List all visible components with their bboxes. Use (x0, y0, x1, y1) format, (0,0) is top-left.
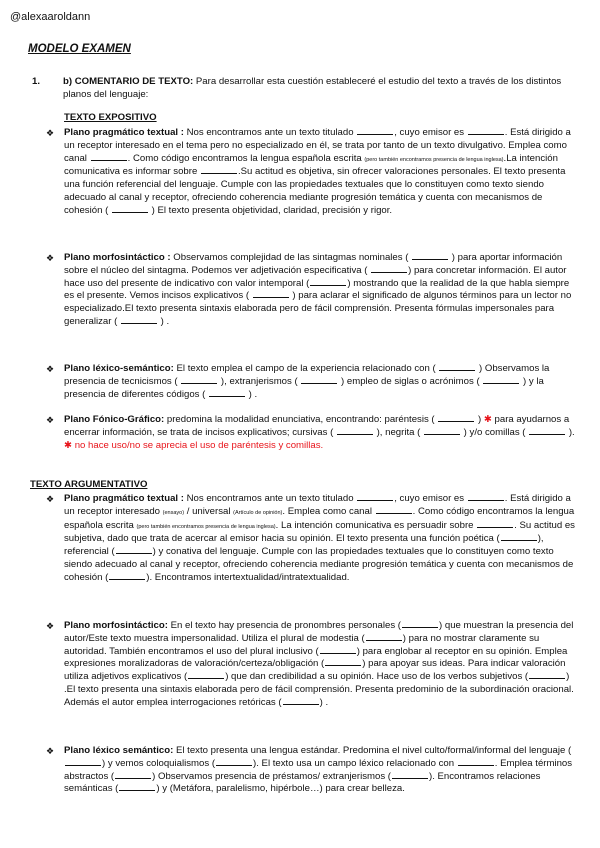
blank-line (253, 290, 289, 298)
block-text: ) El texto presenta objetividad, claridad, precisión y rigor. (148, 204, 393, 216)
block-heading: Plano léxico semántico: (64, 745, 174, 756)
blank-line (439, 363, 475, 371)
block-text: Nos encontramos ante un texto titulado (183, 493, 357, 504)
block-text: . Está dirigido a un receptor interesado en el tema pero no especializado en él, se trata por tanto de un texto divulgativo. Emplea como canal (64, 127, 571, 164)
block-text: / universal (184, 505, 234, 517)
block-text: .La intención comunicativa es informar sobre (64, 152, 558, 178)
red-note: ✱ no hace uso/no se aprecia el uso de paréntesis y comillas. (64, 439, 324, 451)
block-text: ) . (246, 388, 258, 400)
block-text: ) Observamos presencia de préstamos/ extranjerismos ( (152, 770, 391, 782)
author-handle: @alexaaroldann (10, 11, 91, 23)
blank-line (529, 427, 565, 435)
blank-line (188, 671, 224, 679)
bullet-icon: ❖ (46, 746, 55, 756)
expositivo-morfosintactico (46, 252, 580, 329)
block-text: . La intención comunicativa es persuadir sobre (275, 519, 477, 531)
block-text: ) para concretar información. El autor hace uso del presente de indicativo con valor intemporal ( (64, 264, 567, 289)
block-heading: Plano Fónico-Gráfico: (64, 414, 165, 425)
blank-line (65, 758, 101, 766)
block-text: El texto emplea el campo de la experiencia relacionado con ( (173, 363, 439, 374)
block-text: Observamos complejidad de las sintagmas nominales ( (170, 252, 412, 263)
block-text: ). (566, 426, 575, 438)
bullet-icon: ❖ (46, 364, 55, 374)
blank-line (112, 205, 148, 213)
block-text: predomina la modalidad enunciativa, encontrando: paréntesis ( (164, 414, 438, 425)
block-text: ) Observamos la presencia de tecnicismos ( (64, 363, 550, 387)
blank-line (283, 697, 319, 705)
block-text: ) y vemos coloquialismos ( (102, 757, 216, 769)
question-text: Para desarrollar esta cuestión estableceré el estudio del texto a través de los distintos planos del lenguaje: (63, 76, 562, 100)
block-heading: Plano morfosintáctico : (64, 252, 171, 263)
bullet-icon: ❖ (46, 415, 55, 425)
block-text: ). Encontramos intertextualidad/intratextualidad. (146, 571, 350, 583)
blank-line (320, 646, 356, 654)
blank-line (376, 506, 412, 514)
block-text: ) .El texto presenta una sintaxis elaborada pero de fácil comprensión. Presenta predominio de la subordinación oracional. Además el autor emplea interrogaciones retóricas ( (64, 671, 574, 708)
block-heading: Plano léxico-semántico: (64, 363, 174, 374)
asterisk-icon: ✱ (483, 414, 492, 425)
block-text: . Emplea términos abstractos ( (64, 757, 573, 782)
argumentativo-lexico-semantico (46, 745, 580, 796)
bullet-icon: ❖ (46, 253, 55, 263)
block-text: .Su actitud es objetiva, sin ofrecer valoraciones personales. El texto presenta una función referencial del lenguaje. Cumple con las propiedades textuales que lo constituyen como texto siendo adecuado al canal y receptor, ofreciendo coherencia mediante progresión temática y cuenta con mecanismos de cohesión ( (64, 166, 566, 216)
block-text: ) (475, 414, 484, 425)
block-text: ) y (Metáfora, paralelismo, hipérbole…) para crear belleza. (156, 783, 405, 795)
blank-line (438, 414, 474, 422)
blank-line (337, 427, 373, 435)
block-text: ) para englobar al receptor en su opinión. Emplea expresiones moralizadoras de valoración/certeza/obligación ( (64, 645, 568, 670)
block-text: ) para aclarar el significado de algunos términos para un lector no especializado.El texto presenta sintaxis elaborada pero de fácil comprensión. Presenta fórmulas impersonales para generalizar ( (64, 290, 572, 327)
small-note: (Artículo de opinión) (233, 509, 283, 516)
block-text: ) y/o comillas ( (461, 426, 529, 438)
blank-line (116, 546, 152, 554)
blank-line (402, 620, 438, 628)
blank-line (119, 783, 155, 791)
blank-line (109, 572, 145, 580)
block-text: . Emplea como canal (282, 505, 375, 517)
block-text: ) que muestran la presencia del autor/Este texto muestra impersonalidad. Utiliza el plural de modestia ( (64, 620, 574, 644)
section-heading-argumentativo: TEXTO ARGUMENTATIVO (30, 479, 148, 490)
block-text: ) empleo de siglas o acrónimos ( (338, 375, 483, 387)
block-heading: Plano pragmático textual : (64, 127, 184, 138)
block-text: Nos encontramos ante un texto titulado (183, 127, 357, 138)
blank-line (424, 427, 460, 435)
small-note: (pero también encontramos presencia de lengua inglesa) (136, 523, 276, 530)
blank-line (201, 166, 237, 174)
block-text: para ayudarnos a encerrar información, se trata de incisos explicativos; cursivas ( (64, 414, 570, 438)
argumentativo-morfosintactico (46, 620, 580, 710)
blank-line (121, 316, 157, 324)
block-text: . Su actitud es subjetiva, dado que trata de acercar al emisor hacia su opinión. El texto presenta una función poética ( (64, 519, 575, 545)
block-text: ) y conativa del lenguaje. Cumple con las propiedades textuales que lo constituyen como texto siendo adecuado al canal y receptor, ofreciendo coherencia mediante progresión temática y cuenta con mecanismos de cohesión ( (64, 546, 574, 583)
blank-line (458, 758, 494, 766)
block-text: ) que dan credibilidad a su opinión. Hace uso de los verbos subjetivos ( (225, 671, 529, 683)
blank-line (366, 633, 402, 641)
small-note: (pero también encontramos presencia de lengua inglesa) (364, 156, 504, 163)
bullet-icon: ❖ (46, 621, 55, 631)
blank-line (181, 376, 217, 384)
bullet-icon: ❖ (46, 128, 55, 138)
section-heading-expositivo: TEXTO EXPOSITIVO (64, 112, 157, 123)
page-title: MODELO EXAMEN (28, 43, 131, 55)
blank-line (468, 493, 504, 501)
block-heading: Plano pragmático textual : (64, 493, 184, 504)
blank-line (325, 658, 361, 666)
blank-line (483, 376, 519, 384)
block-text: . Como código encontramos la lengua española escrita (64, 505, 575, 531)
question-number: 1. (32, 76, 41, 87)
block-text: En el texto hay presencia de pronombres personales ( (167, 620, 401, 631)
argumentativo-pragmatico (46, 493, 580, 585)
block-heading: Plano morfosintáctico: (64, 620, 168, 631)
block-text: ) para aportar información sobre el núcleo del sintagma. Podemos ver adjetivación especificativa ( (64, 252, 563, 276)
block-text: , cuyo emisor es (394, 127, 467, 138)
block-text: ) mostrando que la realidad de la que habla siempre es el presente. Vemos incisos explicativos ( (64, 277, 570, 302)
expositivo-lexico-semantico (46, 363, 580, 401)
block-text: El texto presenta una lengua estándar. Predomina el nivel culto/formal/informal del lenguaje ( (173, 745, 572, 756)
blank-line (357, 493, 393, 501)
block-text: . Está dirigido a un receptor interesado (64, 493, 571, 517)
bullet-icon: ❖ (46, 494, 55, 504)
block-text: ), referencial ( (64, 533, 544, 558)
blank-line (392, 771, 428, 779)
blank-line (115, 771, 151, 779)
blank-line (468, 127, 504, 135)
expositivo-fonico-grafico (46, 414, 580, 452)
expositivo-pragmatico (46, 127, 580, 218)
block-text: ) para no mostrar claramente su autoridad. También encontramos el uso del plural inclusivo ( (64, 632, 540, 657)
small-note: (ensayo) (162, 509, 185, 516)
blank-line (301, 376, 337, 384)
blank-line (477, 520, 513, 528)
block-text: ) para apoyar sus ideas. Para indicar valoración utiliza adjetivos explicativos ( (64, 658, 566, 683)
block-text: ), negrita ( (373, 426, 423, 438)
blank-line (209, 389, 245, 397)
blank-line (357, 127, 393, 135)
blank-line (310, 278, 346, 286)
block-text: ), extranjerismos ( (218, 375, 301, 387)
block-text: ). El texto usa un campo léxico relacionado con (253, 757, 457, 769)
question-label: b) COMENTARIO DE TEXTO: (63, 76, 194, 87)
blank-line (529, 671, 565, 679)
blank-line (91, 153, 127, 161)
block-text: ) y la presencia de diferentes códigos ( (64, 375, 544, 400)
block-text: . Como código encontramos la lengua española escrita (127, 152, 365, 164)
block-text: ). Encontramos relaciones semánticas ( (64, 770, 541, 795)
question-1 (32, 76, 572, 101)
blank-line (412, 252, 448, 260)
block-text: ) . (158, 315, 170, 327)
block-text: ) . (319, 696, 329, 708)
blank-line (371, 265, 407, 273)
block-text: , cuyo emisor es (394, 493, 467, 504)
blank-line (501, 533, 537, 541)
blank-line (216, 758, 252, 766)
